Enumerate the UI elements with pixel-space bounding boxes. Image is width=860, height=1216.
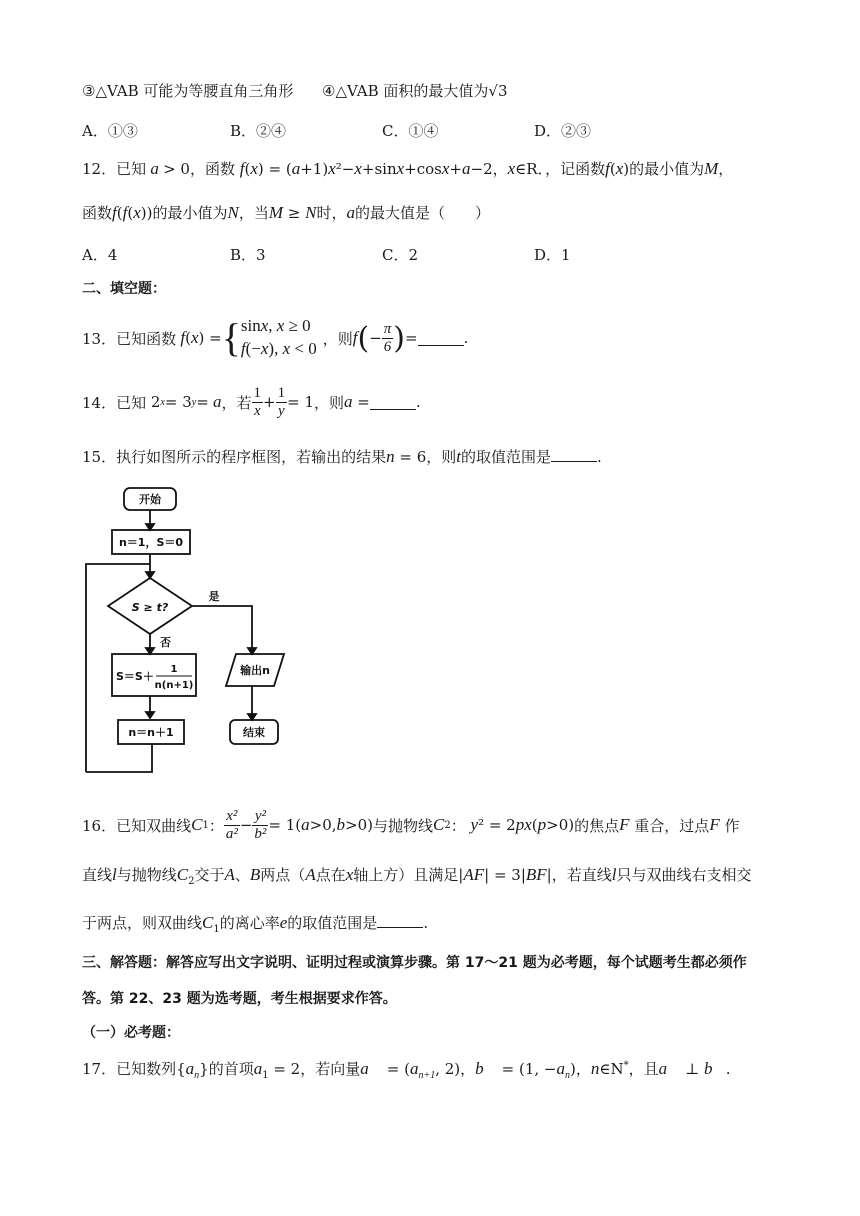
section-3-heading-line-1: 三、解答题：解答应写出文字说明、证明过程或演算步骤。第 17～21 题为必考题，每个试题考生都必须作 <box>82 955 747 971</box>
q11-option-3: ③△VAB 可能为等腰直角三角形 <box>82 82 294 100</box>
q16-line-3: 于两点，则双曲线$C_1$的离心率e的取值范围是 . <box>82 913 429 935</box>
flowchart-update-s-label: S＝S＋ <box>116 670 154 683</box>
q11-choice-b: B．②④ <box>230 122 287 140</box>
flowchart-update-n-label: n＝n＋1 <box>128 726 174 739</box>
q17: 17．已知数列$\{a_n\}$的首项$a_1 = 2$，若向量a⃗ = ($a_{n+1}$, 2)，b⃗ = (1, $-a_n$)，n∈N*，且a⃗ ⊥ b⃗. <box>82 1059 731 1081</box>
q16-line-1: 16．已知双曲线 C 1 ： $\frac{\text{x²}}{\text{a²}}$ − $\frac{\text{y²}}{\text{b²}}$ = 1( a >0, b >0) 与抛物线 C 2 ： y ² = 2 px ( p >0) 的焦点 F 重合，过点 F 作 <box>82 808 740 842</box>
section-2-heading: 二、填空题： <box>82 281 166 297</box>
q12-line-2: 函数f(f(x))的最小值为N，当M ≥ N时，a的最大值是（ ） <box>82 203 490 222</box>
q12-line-1: 12．已知 a > 0，函数 f(x) = (a+1)x²−x+sinx+cosx+a−2，x∈R．，记函数f(x)的最小值为M， <box>82 159 734 178</box>
flowchart-yes-label: 是 <box>208 590 220 603</box>
q11-option-4: ④△VAB 面积的最大值为√3 <box>322 82 508 100</box>
q13: 13．已知函数 f ( x ) = { sinx, x ≥ 0 f(−x), x < 0 ，则 f ( − $\frac{\pi}{6}$ ) = . <box>82 315 469 360</box>
flowchart-condition-label: S ≥ t? <box>131 601 169 614</box>
q11-choice-d: D．②③ <box>534 122 592 140</box>
flowchart-end-label: 结束 <box>243 726 265 739</box>
q12-choice-a: A．4 <box>82 246 118 264</box>
q11-choice-c: C．①④ <box>382 122 439 140</box>
q11-choice-a: A．①③ <box>82 122 138 140</box>
q12-choice-c: C．2 <box>382 246 419 264</box>
flowchart-output-label: 输出n <box>240 664 270 677</box>
section-3-subheading: （一）必考题： <box>82 1025 180 1041</box>
section-3-heading-line-2: 答。第 22、23 题为选考题，考生根据要求作答。 <box>82 991 397 1007</box>
q12-choice-b: B．3 <box>230 246 266 264</box>
q16-line-2: 直线l与抛物线$C_2$交于A、B两点（A点在x轴上方）且满足|AF| = 3|BF|，若直线l只与双曲线右支相交 <box>82 865 752 887</box>
q12-choice-d: D．1 <box>534 246 571 264</box>
flowchart-no-label: 否 <box>160 636 171 649</box>
flowchart-frac-num: 1 <box>170 664 178 675</box>
q14: 14．已知 2 x = 3 y = a ，若 $\frac{1}{x}$ + $\frac{1}{y}$ = 1 ，则 a = . <box>82 385 421 419</box>
flowchart-init-label: n＝1，S＝0 <box>118 536 184 549</box>
flowchart-start-label: 开始 <box>139 493 161 506</box>
q15-text: 15．执行如图所示的程序框图，若输出的结果n = 6，则t的取值范围是 . <box>82 447 602 466</box>
program-flowchart <box>80 480 300 780</box>
flowchart-frac-den: n(n+1) <box>154 680 194 691</box>
